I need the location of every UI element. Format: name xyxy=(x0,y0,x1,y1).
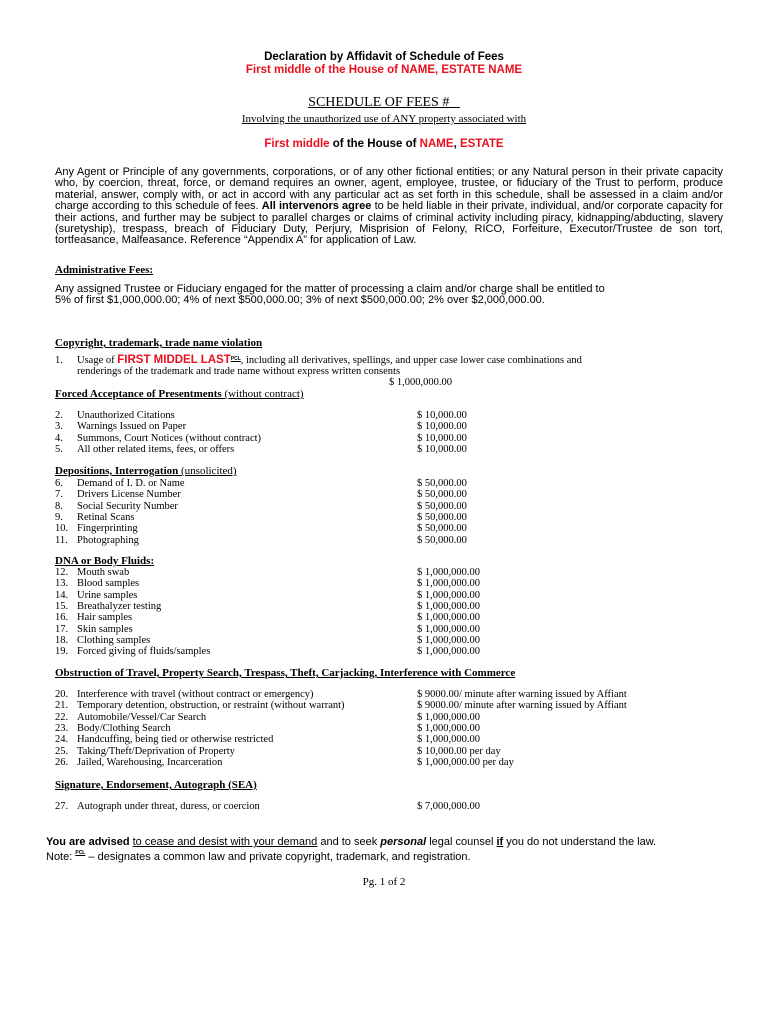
fee-label: Handcuffing, being tied or otherwise restricted xyxy=(77,734,274,746)
fee-row xyxy=(55,421,745,432)
fee-label: Autograph under threat, duress, or coercion xyxy=(77,801,260,812)
fee-amount: $ 50,000.00 xyxy=(417,500,467,512)
fee-row xyxy=(55,612,745,623)
copyright-item: 1. Usage of FIRST MIDDEL $LAST^{PCL}$, including all derivatives, spellings, and upper case lower case combinations and xyxy=(55,354,582,366)
fee-amount: $ 10,000.00 xyxy=(417,432,467,444)
signature-heading: Signature, Endorsement, Autograph (SEA) xyxy=(55,779,257,791)
fee-number: 15. xyxy=(55,600,69,612)
fee-row xyxy=(55,478,745,489)
fee-number: 17. xyxy=(55,623,69,635)
fee-label: Temporary detention, obstruction, or restraint (without warrant) xyxy=(77,700,345,712)
trade-name: FIRST MIDDEL LAST xyxy=(117,354,231,366)
fee-number: 9. xyxy=(55,511,63,523)
fee-label: Interference with travel (without contract or emergency) xyxy=(77,689,314,700)
copyright-amount-row xyxy=(55,377,745,388)
fee-number: 14. xyxy=(55,589,69,601)
fee-row xyxy=(55,700,745,711)
fee-row xyxy=(55,578,745,589)
schedule-title xyxy=(0,95,768,111)
fee-number: 6. xyxy=(55,478,63,489)
fee-number: 8. xyxy=(55,500,63,512)
note-line: Note: $^{PCL}$ – designates a common law and private copyright, trademark, and registration. xyxy=(46,850,471,863)
fee-row xyxy=(55,624,745,635)
fee-number: 20. xyxy=(55,689,69,700)
fee-amount: $ 1,000,000.00 xyxy=(417,634,480,646)
fee-amount: $ 1,000,000.00 per day xyxy=(417,756,514,768)
header-title: Declaration by Affidavit of Schedule of Fees xyxy=(264,51,504,63)
fee-row xyxy=(55,712,745,723)
fee-row xyxy=(55,433,745,444)
header-subtitle: First middle of the House of NAME, ESTATE NAME xyxy=(245,64,523,76)
admin-paragraph: Any assigned Trustee or Fiduciary engaged for the matter of processing a claim and/or charge shall be entitled to 5% of first $1,000,000.00; 4% of next $500,000.00; 3% of next $500,000.00; 2% over $2,000,000.00. xyxy=(55,283,605,307)
fee-number: 24. xyxy=(55,734,69,746)
fee-label: Warnings Issued on Paper xyxy=(77,421,187,433)
fee-label: Body/Clothing Search xyxy=(77,722,171,734)
forced-heading: Forced Acceptance of Presentments (without contract) xyxy=(55,388,304,400)
fee-amount: $ 9000.00/ minute after warning issued by Affiant xyxy=(417,700,627,712)
fee-label: Clothing samples xyxy=(77,634,151,646)
fee-amount: $ 10,000.00 xyxy=(417,410,467,421)
fee-number: 27. xyxy=(55,801,69,812)
fee-number: 5. xyxy=(55,443,63,455)
fee-number: 10. xyxy=(55,523,69,535)
fee-number: 23. xyxy=(55,722,69,734)
fee-amount: $ 1,000,000.00 xyxy=(417,567,480,578)
fee-label: Blood samples xyxy=(77,578,140,590)
fee-amount: $ 50,000.00 xyxy=(417,489,467,501)
fee-label: Breathalyzer testing xyxy=(77,600,162,612)
fee-label: Automobile/Vessel/Car Search xyxy=(77,711,207,723)
fee-number: 3. xyxy=(55,421,63,433)
fee-row xyxy=(55,489,745,500)
fee-label: Fingerprinting xyxy=(77,523,138,535)
estate-line: First middle of the House of NAME, ESTATE xyxy=(264,138,504,150)
fee-label: Hair samples xyxy=(77,612,133,624)
fee-amount: $ 1,000,000.00 xyxy=(417,734,480,746)
fee-row xyxy=(55,757,745,768)
fee-number: 25. xyxy=(55,745,69,757)
fee-row xyxy=(55,523,745,534)
fee-amount: $ 50,000.00 xyxy=(417,511,467,523)
depositions-heading: Depositions, Interrogation (unsolicited) xyxy=(55,465,237,477)
fee-label: Retinal Scans xyxy=(77,511,135,523)
fee-number: 4. xyxy=(55,432,63,444)
fee-amount: $ 1,000,000.00 xyxy=(417,711,480,723)
fee-row xyxy=(55,746,745,757)
fee-label: Forced giving of fluids/samples xyxy=(77,646,211,658)
fee-number: 16. xyxy=(55,612,69,624)
fee-amount: $ 9000.00/ minute after warning issued by Affiant xyxy=(417,689,627,700)
fee-amount: $ 7,000,000.00 xyxy=(417,801,480,812)
fee-label: Social Security Number xyxy=(77,500,178,512)
fee-label: Mouth swab xyxy=(77,567,130,578)
fee-row xyxy=(55,590,745,601)
pcl-mark: PCL xyxy=(230,356,241,362)
involving-line: Involving the unauthorized use of ANY property associated with xyxy=(241,113,527,125)
fee-label: Urine samples xyxy=(77,589,138,601)
fee-number: 2. xyxy=(55,410,63,421)
fee-amount: $ 10,000.00 xyxy=(417,443,467,455)
fee-row xyxy=(55,501,745,512)
copyright-heading: Copyright, trademark, trade name violation xyxy=(55,337,263,349)
fee-number: 11. xyxy=(55,534,68,546)
fee-amount: $ 1,000,000.00 xyxy=(417,722,480,734)
fee-label: All other related items, fees, or offers xyxy=(77,443,235,455)
fee-row xyxy=(55,512,745,523)
fee-row xyxy=(55,535,745,546)
intro-paragraph: Any Agent or Principle of any governments, corporations, or of any other fictional entities; or any Natural person in their private capacity who, by coercion, threat, force, or demand requires an owner, agent, employee, trustee, or fiduciary of the Trust to perform, produce material, answer, comply with, or act in accord with any particular act as set forth in this schedule, shall be assessed in a claim and/or charge according to this schedule of fees. All intervenors agree to be held liable in their private, individual, and/or corporate capacity for their actions, and further may be subject to parallel charges or claims of criminal activity including piracy, kidnapping/abducting, slavery (suretyship), trespass, breach of Fiduciary Duty, Perjury, Misprision of Felony, RICO, Forfeiture, Executor/Trustee de son tort, tortfeasance, Malfeasance. Reference “Appendix A” for application of Law. xyxy=(55,166,723,247)
fee-label: Taking/Theft/Deprivation of Property xyxy=(77,745,235,757)
fee-label: Unauthorized Citations xyxy=(77,410,175,421)
fee-label: Jailed, Warehousing, Incarceration xyxy=(77,756,223,768)
fee-amount: $ 1,000,000.00 xyxy=(417,623,480,635)
schedule-title-text: SCHEDULE OF FEES # xyxy=(308,95,450,110)
advisory-line: You are advised to cease and desist with your demand and to seek personal legal counsel if you do not understand the law. xyxy=(46,836,657,848)
fee-label: Skin samples xyxy=(77,623,133,635)
fee-amount: $ 10,000.00 per day xyxy=(417,745,501,757)
fee-label: Photographing xyxy=(77,534,139,546)
fee-row xyxy=(55,734,745,745)
admin-heading: Administrative Fees: xyxy=(55,264,154,276)
fee-row xyxy=(55,635,745,646)
fee-amount: $ 1,000,000.00 xyxy=(417,646,480,658)
fee-number: 26. xyxy=(55,756,69,768)
page-number: Pg. 1 of 2 xyxy=(362,876,406,888)
fee-row xyxy=(55,646,745,657)
copyright-item-line2: renderings of the trademark and trade name without express written consents xyxy=(77,366,401,377)
fee-amount: $ 10,000.00 xyxy=(417,421,467,433)
fee-row xyxy=(55,410,745,421)
fee-number: 21. xyxy=(55,700,69,712)
fee-number: 22. xyxy=(55,711,69,723)
fee-row xyxy=(55,801,745,812)
fee-amount: $ 50,000.00 xyxy=(417,523,467,535)
obstruction-heading: Obstruction of Travel, Property Search, Trespass, Theft, Carjacking, Interference with Commerce xyxy=(55,667,516,679)
fee-label: Demand of I. D. or Name xyxy=(77,478,185,489)
fee-amount: $ 1,000,000.00 xyxy=(417,589,480,601)
dna-heading: DNA or Body Fluids: xyxy=(55,555,155,567)
fee-number: 19. xyxy=(55,646,69,658)
fee-amount: $ 50,000.00 xyxy=(417,534,467,546)
fee-row xyxy=(55,601,745,612)
copyright-amount: $ 1,000,000.00 xyxy=(389,377,452,388)
pcl-mark-note: PCL xyxy=(75,850,86,856)
fee-amount: $ 1,000,000.00 xyxy=(417,612,480,624)
fee-number: 13. xyxy=(55,578,69,590)
fee-label: Drivers License Number xyxy=(77,489,181,501)
fee-row xyxy=(55,723,745,734)
fee-row xyxy=(55,567,745,578)
fee-amount: $ 1,000,000.00 xyxy=(417,578,480,590)
fee-label: Summons, Court Notices (without contract) xyxy=(77,432,262,444)
fee-row xyxy=(55,689,745,700)
fee-number: 18. xyxy=(55,634,69,646)
fee-row xyxy=(55,444,745,455)
fee-amount: $ 1,000,000.00 xyxy=(417,600,480,612)
fee-number: 7. xyxy=(55,489,63,501)
fee-number: 12. xyxy=(55,567,69,578)
fee-amount: $ 50,000.00 xyxy=(417,478,467,489)
